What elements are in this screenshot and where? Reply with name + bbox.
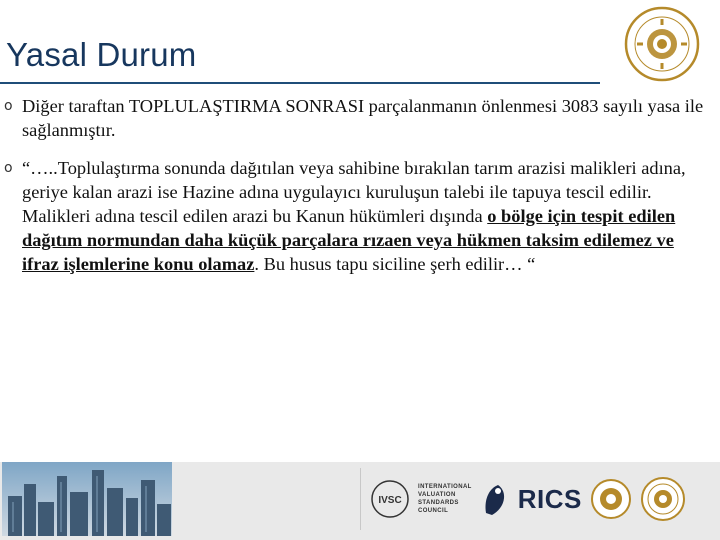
ivsc-mark: IVSC xyxy=(378,495,402,506)
ivsc-text xyxy=(418,483,472,515)
page-title: Yasal Durum xyxy=(6,36,197,73)
bullet-text: Diğer taraftan TOPLULAŞTIRMA SONRASI parçalanmanın önlenmesi 3083 sayılı yasa ile sağlanmıştır. xyxy=(22,96,704,140)
ankara-university-seal-icon xyxy=(640,476,686,522)
bullet-item xyxy=(4,94,704,142)
footer-divider xyxy=(360,468,361,530)
university-seal-icon xyxy=(590,478,632,520)
partner-logos xyxy=(364,462,720,536)
rics-logo-text: RICS xyxy=(517,483,582,514)
bullet-marker-icon: o xyxy=(4,98,13,114)
bullet-text-part: “…..Toplulaştırma sonunda dağıtılan veya sahibine bırakılan tarım arazisi malikleri adına, geriye kalan arazi ise Hazine adına uygulayıcı kuruluşun talebi ile tapuya tescil edilir. Malikleri adına tescil edilen arazi bu Kanun hükümleri dışında xyxy=(22,158,686,226)
ivsc-line: COUNCIL xyxy=(418,508,449,514)
city-skyline-image xyxy=(2,462,172,536)
bullet-text-part: . Bu husus tapu siciline şerh edilir… “ xyxy=(254,254,536,274)
bullet-underlined-text: o bölge için tespit edilen dağıtım normundan daha küçük parçalara rızaen veya hükmen taksim edilemez ve ifraz işlemlerine konu olamaz xyxy=(22,206,676,274)
title-divider xyxy=(0,82,600,84)
bullet-marker-icon: o xyxy=(4,160,13,176)
ivsc-logo-icon xyxy=(370,479,410,519)
bullet-list xyxy=(4,94,704,290)
ivsc-line: STANDARDS xyxy=(418,500,459,506)
ivsc-line: VALUATION xyxy=(418,492,456,498)
ivsc-line: INTERNATIONAL xyxy=(418,484,472,490)
bullet-item xyxy=(4,156,704,276)
ankara-university-seal-icon xyxy=(624,6,700,82)
lion-emblem-icon xyxy=(480,479,510,519)
